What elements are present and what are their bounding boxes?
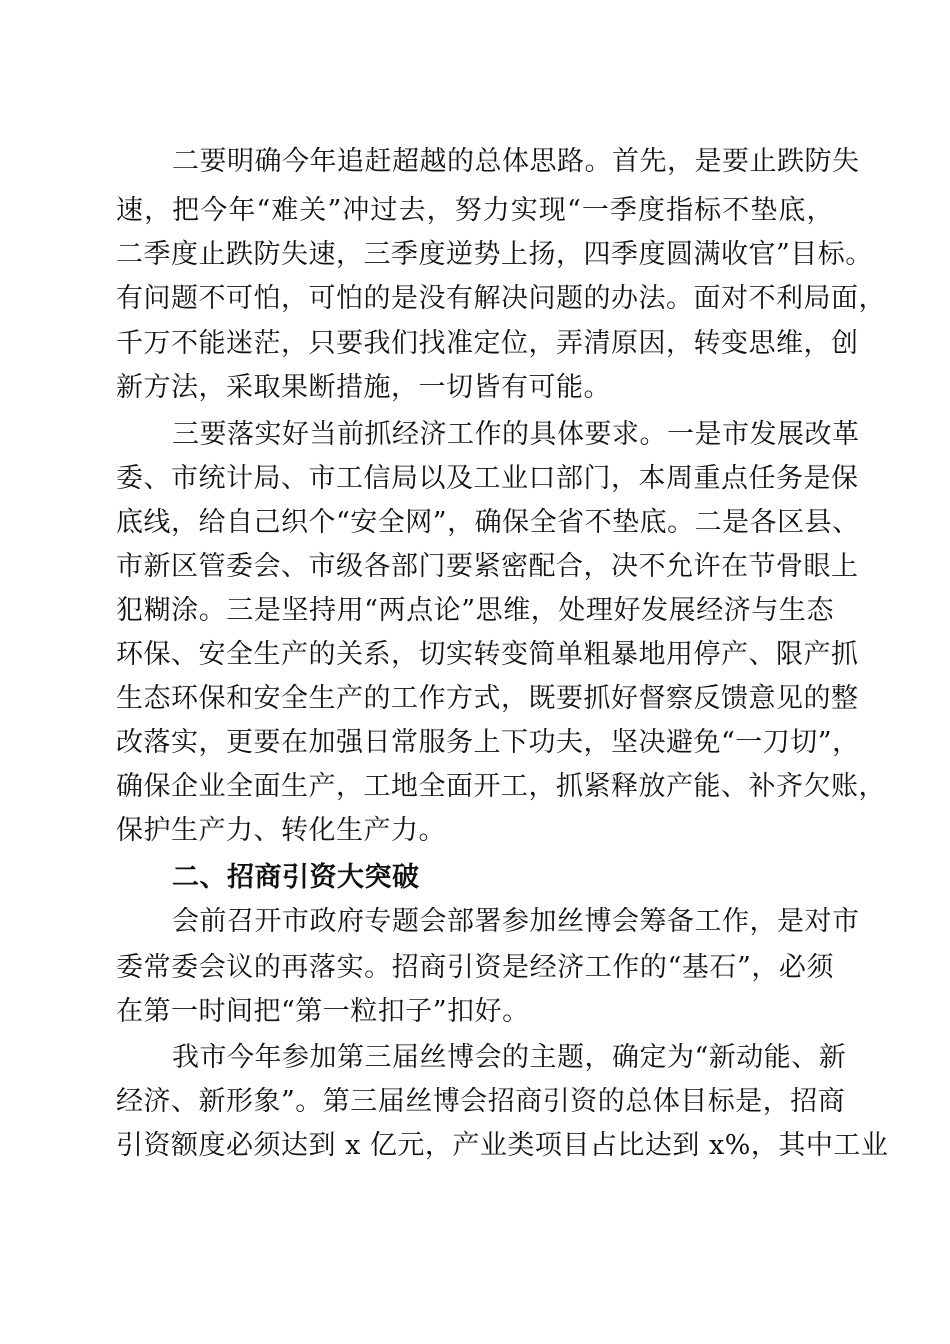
text-line: 保护生产力、转化生产力。 — [116, 815, 446, 846]
text-line: 市新区管委会、市级各部门要紧密配合，决不允许在节骨眼上 — [116, 551, 859, 582]
text-line: 经济、新形象”。第三届丝博会招商引资的总体目标是，招商 — [116, 1086, 846, 1117]
text-line: 底线，给自己织个“安全网”，确保全省不垫底。二是各区县、 — [116, 507, 860, 538]
text-line: 二季度止跌防失速，三季度逆势上扬，四季度圆满收官”目标。 — [116, 239, 873, 270]
text-line: 委常委会议的再落实。招商引资是经济工作的“基石”，必须 — [116, 952, 834, 983]
text-line: 委、市统计局、市工信局以及工业口部门，本周重点任务是保 — [116, 463, 859, 494]
text-line: 改落实，更要在加强日常服务上下功夫，坚决避免“一刀切”， — [116, 727, 860, 758]
text-line: 三要落实好当前抓经济工作的具体要求。一是市发展改革 — [172, 419, 860, 450]
text-line: 犯糊涂。三是坚持用“两点论”思维，处理好发展经济与生态 — [116, 595, 834, 626]
text-line: 引资额度必须达到 x 亿元，产业类项目占比达到 x%，其中工业 — [116, 1130, 889, 1161]
section-heading: 二、招商引资大突破 — [172, 862, 420, 893]
text-line: 二要明确今年追赶超越的总体思路。首先，是要止跌防失 — [172, 146, 860, 177]
text-line: 有问题不可怕，可怕的是没有解决问题的办法。面对不利局面， — [116, 283, 886, 314]
text-line: 环保、安全生产的关系，切实转变简单粗暴地用停产、限产抓 — [116, 639, 859, 670]
text-line: 在第一时间把“第一粒扣子”扣好。 — [116, 996, 530, 1027]
text-line: 生态环保和安全生产的工作方式，既要抓好督察反馈意见的整 — [116, 683, 859, 714]
text-line: 确保企业全面生产，工地全面开工，抓紧释放产能、补齐欠账， — [116, 771, 886, 802]
text-line: 会前召开市政府专题会部署参加丝博会筹备工作，是对市 — [172, 906, 860, 937]
text-line: 我市今年参加第三届丝博会的主题，确定为“新动能、新 — [172, 1042, 847, 1073]
text-line: 速，把今年“难关”冲过去，努力实现“一季度指标不垫底， — [116, 195, 834, 226]
text-line: 千万不能迷茫，只要我们找准定位，弄清原因，转变思维，创 — [116, 328, 859, 359]
text-line: 新方法，采取果断措施，一切皆有可能。 — [116, 372, 611, 403]
